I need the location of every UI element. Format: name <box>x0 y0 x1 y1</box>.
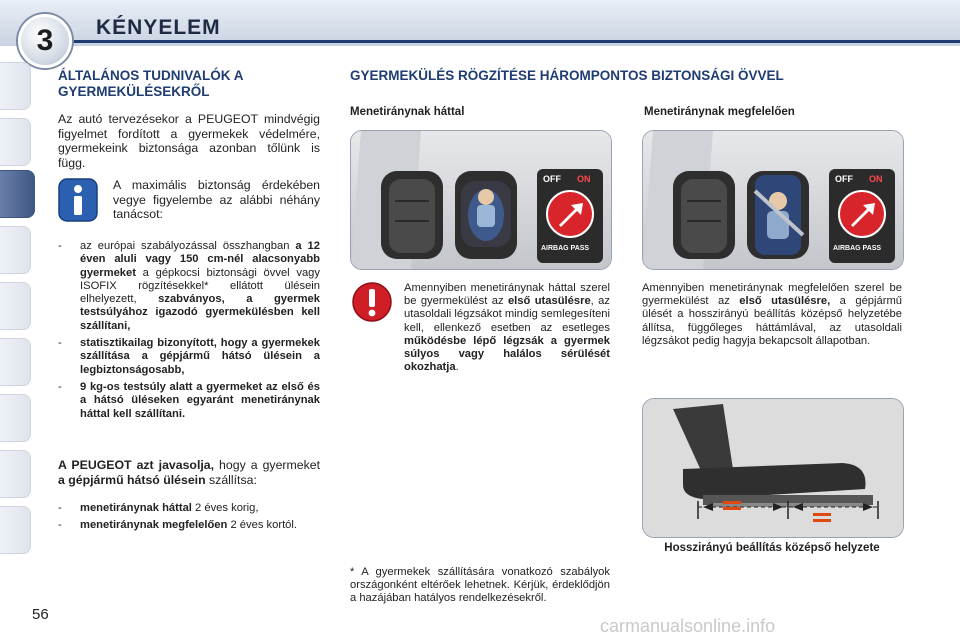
airbag-switch-panel <box>537 169 603 263</box>
airbag-key-switch-icon <box>837 189 887 239</box>
advice-item-2: - statisztikailag bizonyított, hogy a gyermekek szállítása a gépjármű hátsó ülésein a legbiztonságosabb, <box>58 337 320 376</box>
forward-facing-illustration <box>642 130 904 270</box>
side-tab-2[interactable] <box>0 118 31 166</box>
advice-item-3: - 9 kg-os testsúly alatt a gyermeket az első és a hátsó üléseken egyaránt menetiránynak háttal kell szállítani. <box>58 380 320 420</box>
chapter-badge: 3 <box>18 14 72 68</box>
advice-item-1: - az európai szabályozással összhangban a 12 éven aluli vagy 150 cm-nél alacsonyabb gyermeket a gépkocsi biztonsági övvel vagy ISOFIX rögzítésekkel* ellátott ülésein elhelyezett, szabványos, a gyermek testsúlyához igazodó gyermekülésben kell szállítani, <box>58 240 321 332</box>
airbag-switch-panel <box>829 169 895 263</box>
airbag-off-label: OFF <box>835 174 853 184</box>
side-tab-8[interactable] <box>0 450 31 498</box>
info-icon <box>58 178 98 222</box>
side-tab-3-active[interactable] <box>0 170 35 218</box>
age-item-2: - menetiránynak megfelelően 2 éves kortól. <box>58 519 298 532</box>
forward-facing-text: Amennyiben menetiránynak megfelelően szerel be gyermekülést az első utasülésre, a gépjármű ülését a hosszirányú beállítás középső helyzetébe állítsa, függőleges háttámlával, az utasoldali légzsákot pedig hagyja bekapcsolt állapotban. <box>642 282 902 347</box>
age-item-1: - menetiránynak háttal 2 éves korig, <box>58 502 259 514</box>
side-tab-9[interactable] <box>0 506 31 554</box>
side-tab-4[interactable] <box>0 226 31 274</box>
warning-icon <box>352 282 392 322</box>
left-intro: Az autó tervezésekor a PEUGEOT mindvégig figyelmet fordított a gyermekek védelmére, gyermekeink biztonsága azonban tőlünk is függ. <box>58 112 320 170</box>
airbag-pass-label: AIRBAG PASS <box>541 245 590 252</box>
side-tab-6[interactable] <box>0 338 31 386</box>
airbag-off-label: OFF <box>543 174 561 184</box>
right-heading: GYERMEKÜLÉS RÖGZÍTÉSE HÁROMPONTOS BIZTONSÁGI ÖVVEL <box>350 68 784 83</box>
left-heading: ÁLTALÁNOS TUDNIVALÓK A GYERMEKÜLÉSEKRŐL <box>58 68 243 99</box>
side-tab-7[interactable] <box>0 394 31 442</box>
header-rule <box>60 40 960 43</box>
page-number: 56 <box>32 606 49 623</box>
forward-facing-title: Menetiránynak megfelelően <box>644 106 795 118</box>
advice-list <box>58 240 320 425</box>
age-list <box>58 502 320 537</box>
seat-adjustment-illustration <box>642 398 904 538</box>
side-tab-1[interactable] <box>0 62 31 110</box>
info-text: A maximális biztonság érdekében vegye figyelembe az alábbi néhány tanácsot: <box>113 178 320 221</box>
airbag-on-label: ON <box>869 174 883 184</box>
rear-facing-illustration <box>350 130 612 270</box>
side-tab-5[interactable] <box>0 282 31 330</box>
rear-facing-title: Menetiránynak háttal <box>350 106 465 118</box>
airbag-on-label: ON <box>577 174 591 184</box>
chapter-title: KÉNYELEM <box>96 16 221 39</box>
footnote: * A gyermekek szállítására vonatkozó szabályok országonként eltérőek lehetnek. Kérjük, érdeklődjön a hazájában hatályos rendelkezésekről. <box>350 566 610 605</box>
watermark-text: carmanualsonline.info <box>600 616 776 636</box>
recommendation: A PEUGEOT azt javasolja, hogy a gyermeket a gépjármű hátsó ülésein szállítsa: <box>58 458 320 487</box>
dash: - <box>58 337 62 350</box>
dash: - <box>58 240 62 252</box>
dash: - <box>58 380 62 393</box>
airbag-key-switch-icon <box>545 189 595 239</box>
seat-caption: Hosszirányú beállítás középső helyzete <box>664 542 880 554</box>
airbag-pass-label: AIRBAG PASS <box>833 245 882 252</box>
warning-text-top: Amennyiben menetiránynak háttal szerel be gyermekülést az első utasülésre, az utasoldali légzsákot mindig semlegesíteni kell, ellenkező esetben az esetleges működésbe lépő légzsák a gyermek súlyos vagy halálos sérülését okozhatja. <box>404 282 610 374</box>
